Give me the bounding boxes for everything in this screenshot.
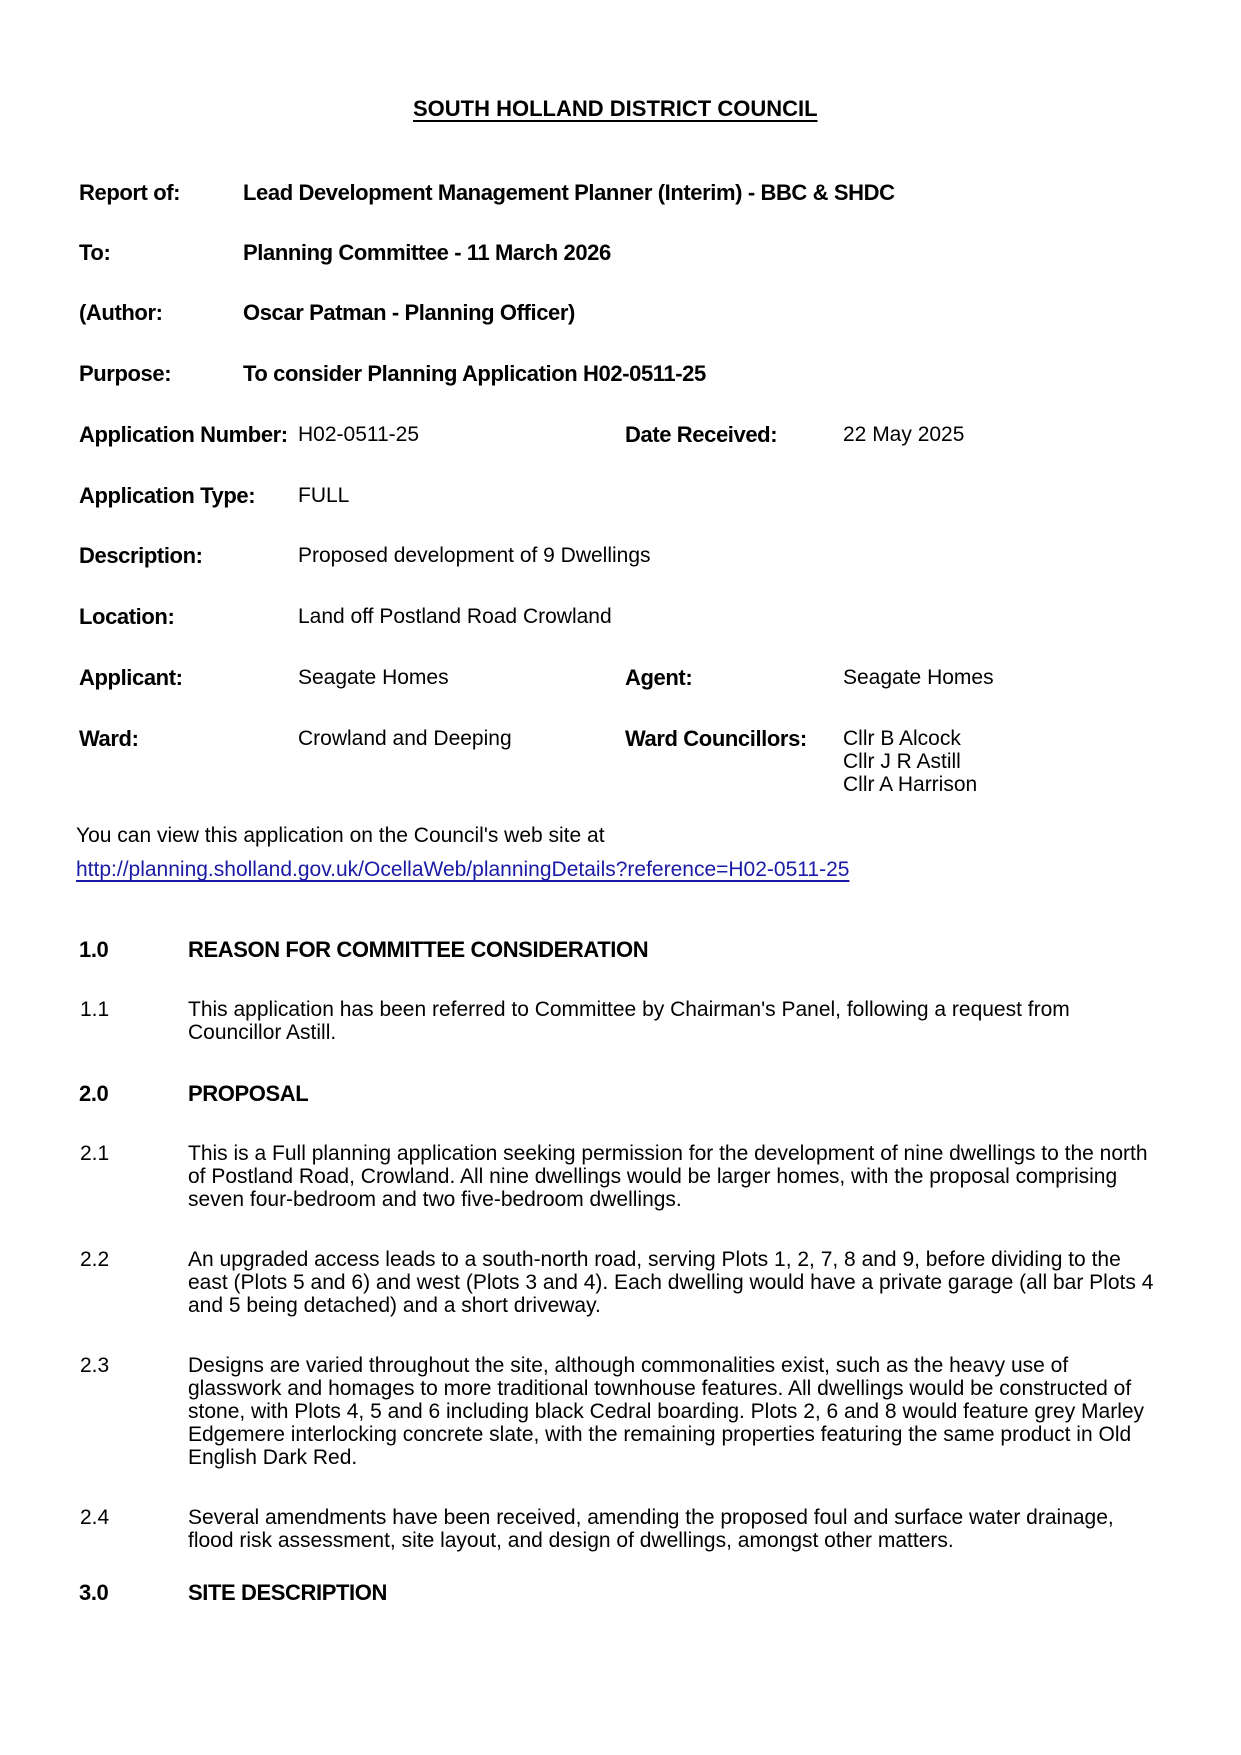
web-intro-text: You can view this application on the Council's web site at (76, 824, 605, 847)
paragraph-2-4-number: 2.4 (80, 1506, 110, 1529)
author-label: (Author: (79, 300, 163, 325)
applicant-label: Applicant: (79, 665, 183, 690)
section-3-title: SITE DESCRIPTION (188, 1580, 387, 1605)
section-2-number: 2.0 (79, 1081, 109, 1106)
agent-value: Seagate Homes (843, 666, 994, 689)
paragraph-2-3-number: 2.3 (80, 1354, 110, 1377)
date-received-label: Date Received: (625, 422, 778, 447)
paragraph-2-3-text: Designs are varied throughout the site, although commonalities exist, such as the heavy use of glasswork and homages to more traditional townhouse features. All dwellings would be constructed of stone, with Plots 4, 5 and 6 including black Cedral boarding. Plots 2, 6 and 8 would feature grey Marley Edgemere interlocking concrete slate, with the remaining properties featuring the same product in Old English Dark Red. (188, 1354, 1145, 1469)
ward-label: Ward: (79, 726, 139, 751)
paragraph-2-2-text: An upgraded access leads to a south-north road, serving Plots 1, 2, 7, 8 and 9, before dividing to the east (Plots 5 and 6) and west (Plots 3 and 4). Each dwelling would have a private garage (all bar Plots 4 and 5 being detached) and a short driveway. (188, 1248, 1154, 1317)
councillor-name: Cllr A Harrison (843, 773, 978, 796)
agent-label: Agent: (625, 665, 693, 690)
section-1-number: 1.0 (79, 937, 109, 962)
section-2-title: PROPOSAL (188, 1081, 309, 1106)
description-value: Proposed development of 9 Dwellings (298, 544, 651, 567)
purpose-value: To consider Planning Application H02-0511-25 (243, 361, 706, 386)
paragraph-2-1-text: This is a Full planning application seeking permission for the development of nine dwellings to the north of Postland Road, Crowland. All nine dwellings would be larger homes, with the proposal comprising seven four-bedroom and two five-bedroom dwellings. (188, 1142, 1148, 1211)
section-1-title: REASON FOR COMMITTEE CONSIDERATION (188, 937, 649, 962)
application-number-label: Application Number: (79, 422, 288, 447)
councillor-name: Cllr J R Astill (843, 750, 961, 773)
purpose-label: Purpose: (79, 361, 172, 386)
application-web-link[interactable]: http://planning.sholland.gov.uk/OcellaWeb/planningDetails?reference=H02-0511-25 (76, 858, 850, 881)
report-of-value: Lead Development Management Planner (Interim) - BBC & SHDC (243, 180, 895, 205)
location-value: Land off Postland Road Crowland (298, 605, 612, 628)
councillor-name: Cllr B Alcock (843, 727, 961, 750)
location-label: Location: (79, 604, 175, 629)
ward-councillors-label: Ward Councillors: (625, 726, 807, 751)
paragraph-2-1-number: 2.1 (80, 1142, 110, 1165)
report-of-label: Report of: (79, 180, 181, 205)
applicant-value: Seagate Homes (298, 666, 449, 689)
application-type-label: Application Type: (79, 483, 256, 508)
application-number-value: H02-0511-25 (298, 423, 420, 446)
to-label: To: (79, 240, 111, 265)
application-type-value: FULL (298, 484, 350, 507)
paragraph-1-1-number: 1.1 (80, 998, 110, 1021)
paragraph-2-4-text: Several amendments have been received, amending the proposed foul and surface water drainage, flood risk assessment, site layout, and design of dwellings, amongst other matters. (188, 1506, 1114, 1552)
page-title: SOUTH HOLLAND DISTRICT COUNCIL (413, 96, 818, 121)
to-value: Planning Committee - 11 March 2026 (243, 240, 611, 265)
date-received-value: 22 May 2025 (843, 423, 965, 446)
ward-councillors-list (843, 727, 977, 796)
paragraph-1-1-text: This application has been referred to Committee by Chairman's Panel, following a request from Councillor Astill. (188, 998, 1070, 1044)
section-3-number: 3.0 (79, 1580, 109, 1605)
paragraph-2-2-number: 2.2 (80, 1248, 110, 1271)
author-value: Oscar Patman - Planning Officer) (243, 300, 575, 325)
description-label: Description: (79, 543, 203, 568)
ward-value: Crowland and Deeping (298, 727, 512, 750)
